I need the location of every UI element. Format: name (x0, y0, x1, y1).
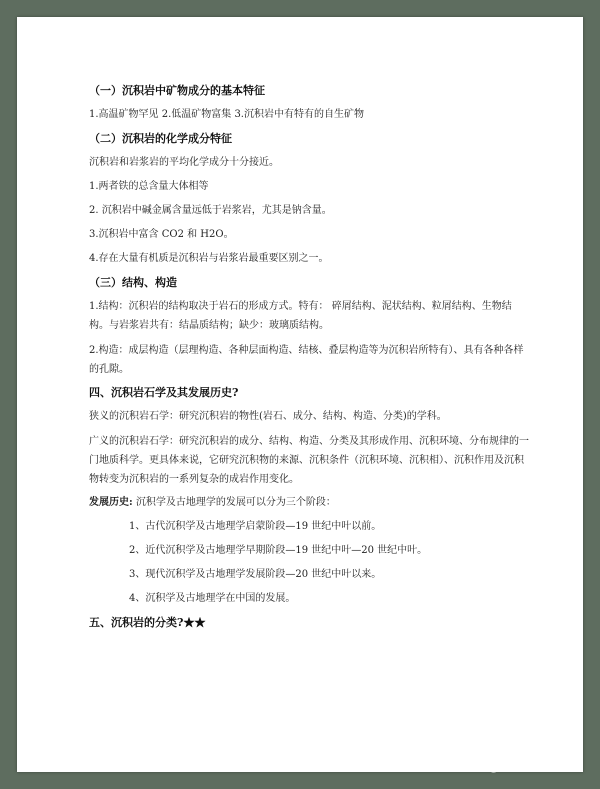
history-intro-line (89, 495, 529, 511)
history-label: 发展历史: (89, 497, 133, 508)
section-5-title-line (89, 615, 529, 631)
section-2-item: 1.两者铁的总含量大体相等 (89, 181, 209, 192)
history-item: 1、古代沉积学及古地理学启蒙阶段—19 世纪中叶以前。 (129, 521, 382, 532)
history-item: 4、沉积学及古地理学在中国的发展。 (129, 593, 296, 604)
document-content (89, 83, 529, 631)
section-2-title: （二）沉积岩的化学成分特征 (89, 132, 232, 145)
section-4-narrow-definition: 狭义的沉积岩石学：研究沉积岩的物性(岩石、成分、结构、构造、分类)的学科。 (89, 411, 447, 422)
section-2-item: 4.存在大量有机质是沉积岩与岩浆岩最重要区别之一。 (89, 253, 329, 264)
rating-stars: ★★ (183, 616, 206, 629)
section-2-item: 3.沉积岩中富含 CO2 和 H2O。 (89, 229, 234, 240)
history-intro: 沉积学及古地理学的发展可以分为三个阶段： (132, 497, 336, 508)
section-3-structure: 1.结构：沉积岩的结构取决于岩石的形成方式。特有： 碎屑结构、泥状结构、粒屑结构、生物结构。与岩浆岩共有：结晶质结构；缺少：玻璃质结构。 (89, 301, 512, 331)
history-item: 3、现代沉积学及古地理学发展阶段—20 世纪中叶以来。 (129, 569, 382, 580)
section-4-title: 四、沉积岩石学及其发展历史? (89, 386, 239, 399)
section-4-broad-definition: 广义的沉积岩石学：研究沉积岩的成分、结构、构造、分类及其形成作用、沉积环境、分布规律的一门地质科学。更具体来说，它研究沉积物的来源、沉积条件（沉积环境、沉积相）、沉积作用及沉积物转变为沉积岩的一系列复杂的成岩作用变化。 (89, 436, 529, 485)
section-2-item: 2. 沉积岩中碱金属含量远低于岩浆岩，尤其是钠含量。 (89, 205, 332, 216)
section-5-title: 五、沉积岩的分类? (89, 616, 184, 629)
section-3-title: （三）结构、构造 (89, 276, 177, 289)
watermark: 知乎 @大学资料库 (448, 756, 582, 774)
section-1-title: （一）沉积岩中矿物成分的基本特征 (89, 84, 265, 97)
history-item: 2、近代沉积学及古地理学早期阶段—19 世纪中叶—20 世纪中叶。 (129, 545, 428, 556)
section-2-intro: 沉积岩和岩浆岩的平均化学成分十分接近。 (89, 157, 279, 168)
section-1-line: 1.高温矿物罕见 2.低温矿物富集 3.沉积岩中有特有的自生矿物 (89, 109, 364, 120)
document-page (17, 17, 583, 772)
section-3-tectonics: 2.构造：成层构造（层理构造、各种层面构造、结核、叠层构造等为沉积岩所特有）、具有各种各样的孔隙。 (89, 345, 524, 375)
